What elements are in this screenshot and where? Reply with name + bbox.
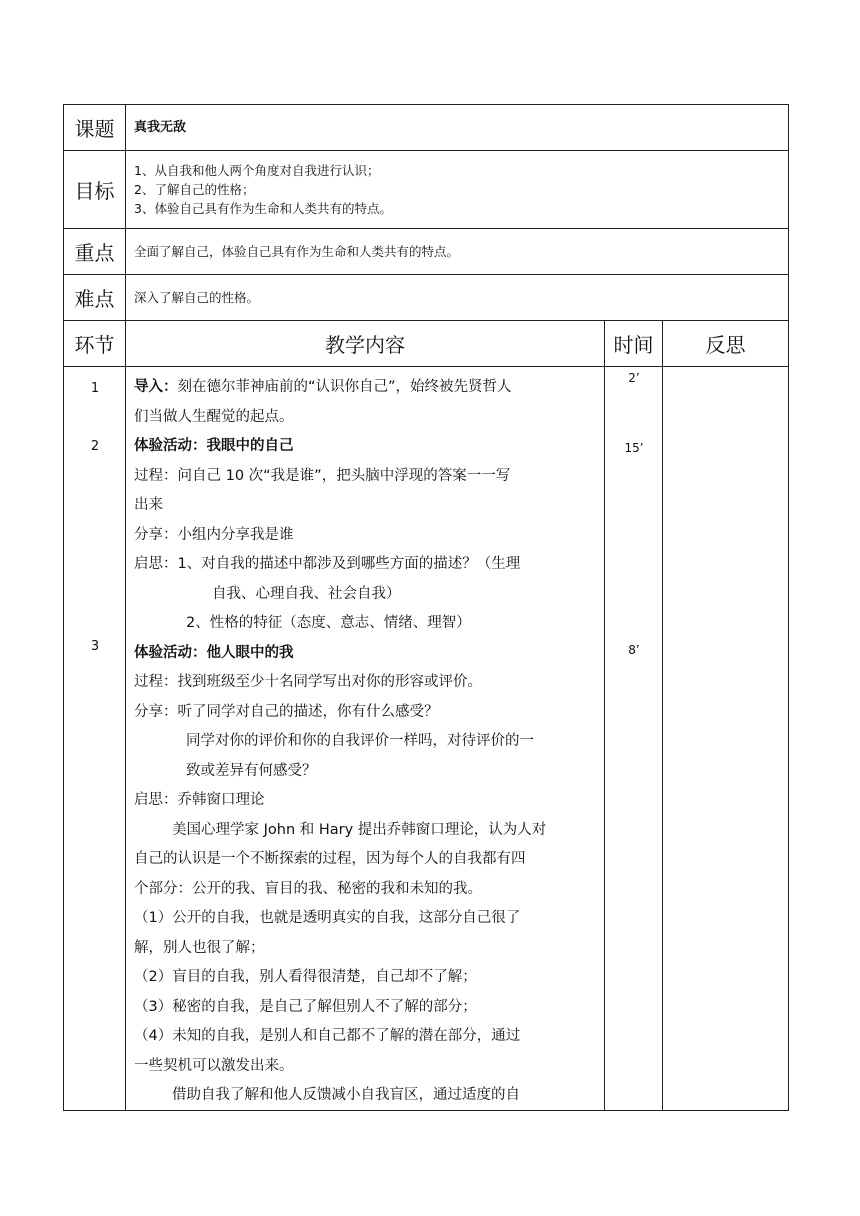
column-header-time: 时间 [605, 321, 663, 367]
content-line: 启思：1、对自我的描述中都涉及到哪些方面的描述？（生理 [134, 556, 521, 572]
content-line: 解，别人也很了解； [134, 939, 265, 956]
goal-list [126, 151, 789, 229]
title-value: 真我无敌 [134, 120, 187, 135]
content-line: 致或差异有何感受？ [186, 762, 317, 779]
time-value: 15’ [624, 441, 644, 455]
content-line: 借助自我了解和他人反馈减小自我盲区，通过适度的自 [172, 1087, 520, 1103]
stage-column [64, 367, 126, 1111]
time-column [605, 367, 663, 1111]
content-line: 美国心理学家 John 和 Hary 提出乔韩窗口理论，认为人对 [172, 821, 547, 838]
content-line: 同学对你的评价和你的自我评价一样吗，对待评价的一 [186, 733, 534, 749]
column-header-stage: 环节 [64, 321, 126, 367]
content-line: （1）公开的自我，也就是透明真实的自我，这部分自己很了 [134, 910, 521, 926]
reflection-column [663, 367, 789, 1111]
content-line: 分享：小组内分享我是谁 [134, 526, 294, 543]
stage-number: 3 [90, 639, 100, 654]
activity-heading: 体验活动：我眼中的自己 [134, 438, 294, 454]
activity-heading: 体验活动：他人眼中的我 [134, 644, 294, 661]
goal-item: 3、体验自己具有作为生命和人类共有的特点。 [134, 201, 392, 216]
content-line: 一些契机可以激发出来。 [134, 1057, 294, 1074]
difficulty-value-cell [126, 275, 789, 321]
intro-heading: 导入： [134, 379, 178, 395]
time-value: 8’ [628, 643, 640, 657]
column-header-reflection: 反思 [663, 321, 789, 367]
content-line: 个部分：公开的我、盲目的我、秘密的我和未知的我。 [134, 880, 482, 897]
content-line: 分享：听了同学对自己的描述，你有什么感受？ [134, 703, 439, 720]
time-value: 2’ [628, 371, 640, 385]
content-line: 导入：刻在德尔菲神庙前的“认识你自己”，始终被先贤哲人 [134, 379, 512, 395]
teaching-content [134, 373, 600, 1111]
difficulty-label: 难点 [64, 275, 126, 321]
goal-item: 1、从自我和他人两个角度对自我进行认识； [134, 163, 380, 178]
content-line: 出来 [134, 497, 163, 513]
lesson-plan-table [63, 104, 789, 1111]
key-label: 重点 [64, 229, 126, 275]
difficulty-value: 深入了解自己的性格。 [134, 290, 260, 305]
content-line: 自我、心理自我、社会自我） [212, 585, 401, 602]
stage-number: 1 [90, 381, 100, 396]
content-line: （4）未知的自我，是别人和自己都不了解的潜在部分，通过 [134, 1028, 521, 1044]
content-line: 们当做人生醒觉的起点。 [134, 408, 294, 425]
key-value: 全面了解自己，体验自己具有作为生命和人类共有的特点。 [134, 244, 460, 259]
content-line: 启思：乔韩窗口理论 [134, 792, 265, 808]
column-header-content: 教学内容 [126, 321, 605, 367]
content-line: 自己的认识是一个不断探索的过程，因为每个人的自我都有四 [134, 851, 526, 867]
content-line: 2、性格的特征（态度、意志、情绪、理智） [186, 615, 471, 631]
goal-item: 2、了解自己的性格； [134, 182, 255, 197]
content-line: （3）秘密的自我，是自己了解但别人不了解的部分； [134, 998, 477, 1015]
title-value-cell [126, 105, 789, 151]
title-label: 课题 [64, 105, 126, 151]
content-line: 过程：问自己 10 次“我是谁”，把头脑中浮现的答案一一写 [134, 467, 511, 484]
stage-number: 2 [90, 439, 100, 454]
content-column [126, 367, 605, 1111]
goal-label: 目标 [64, 151, 126, 229]
content-line: 过程：找到班级至少十名同学写出对你的形容或评价。 [134, 674, 482, 690]
key-value-cell [126, 229, 789, 275]
content-line: （2）盲目的自我，别人看得很清楚，自己却不了解； [134, 969, 477, 985]
